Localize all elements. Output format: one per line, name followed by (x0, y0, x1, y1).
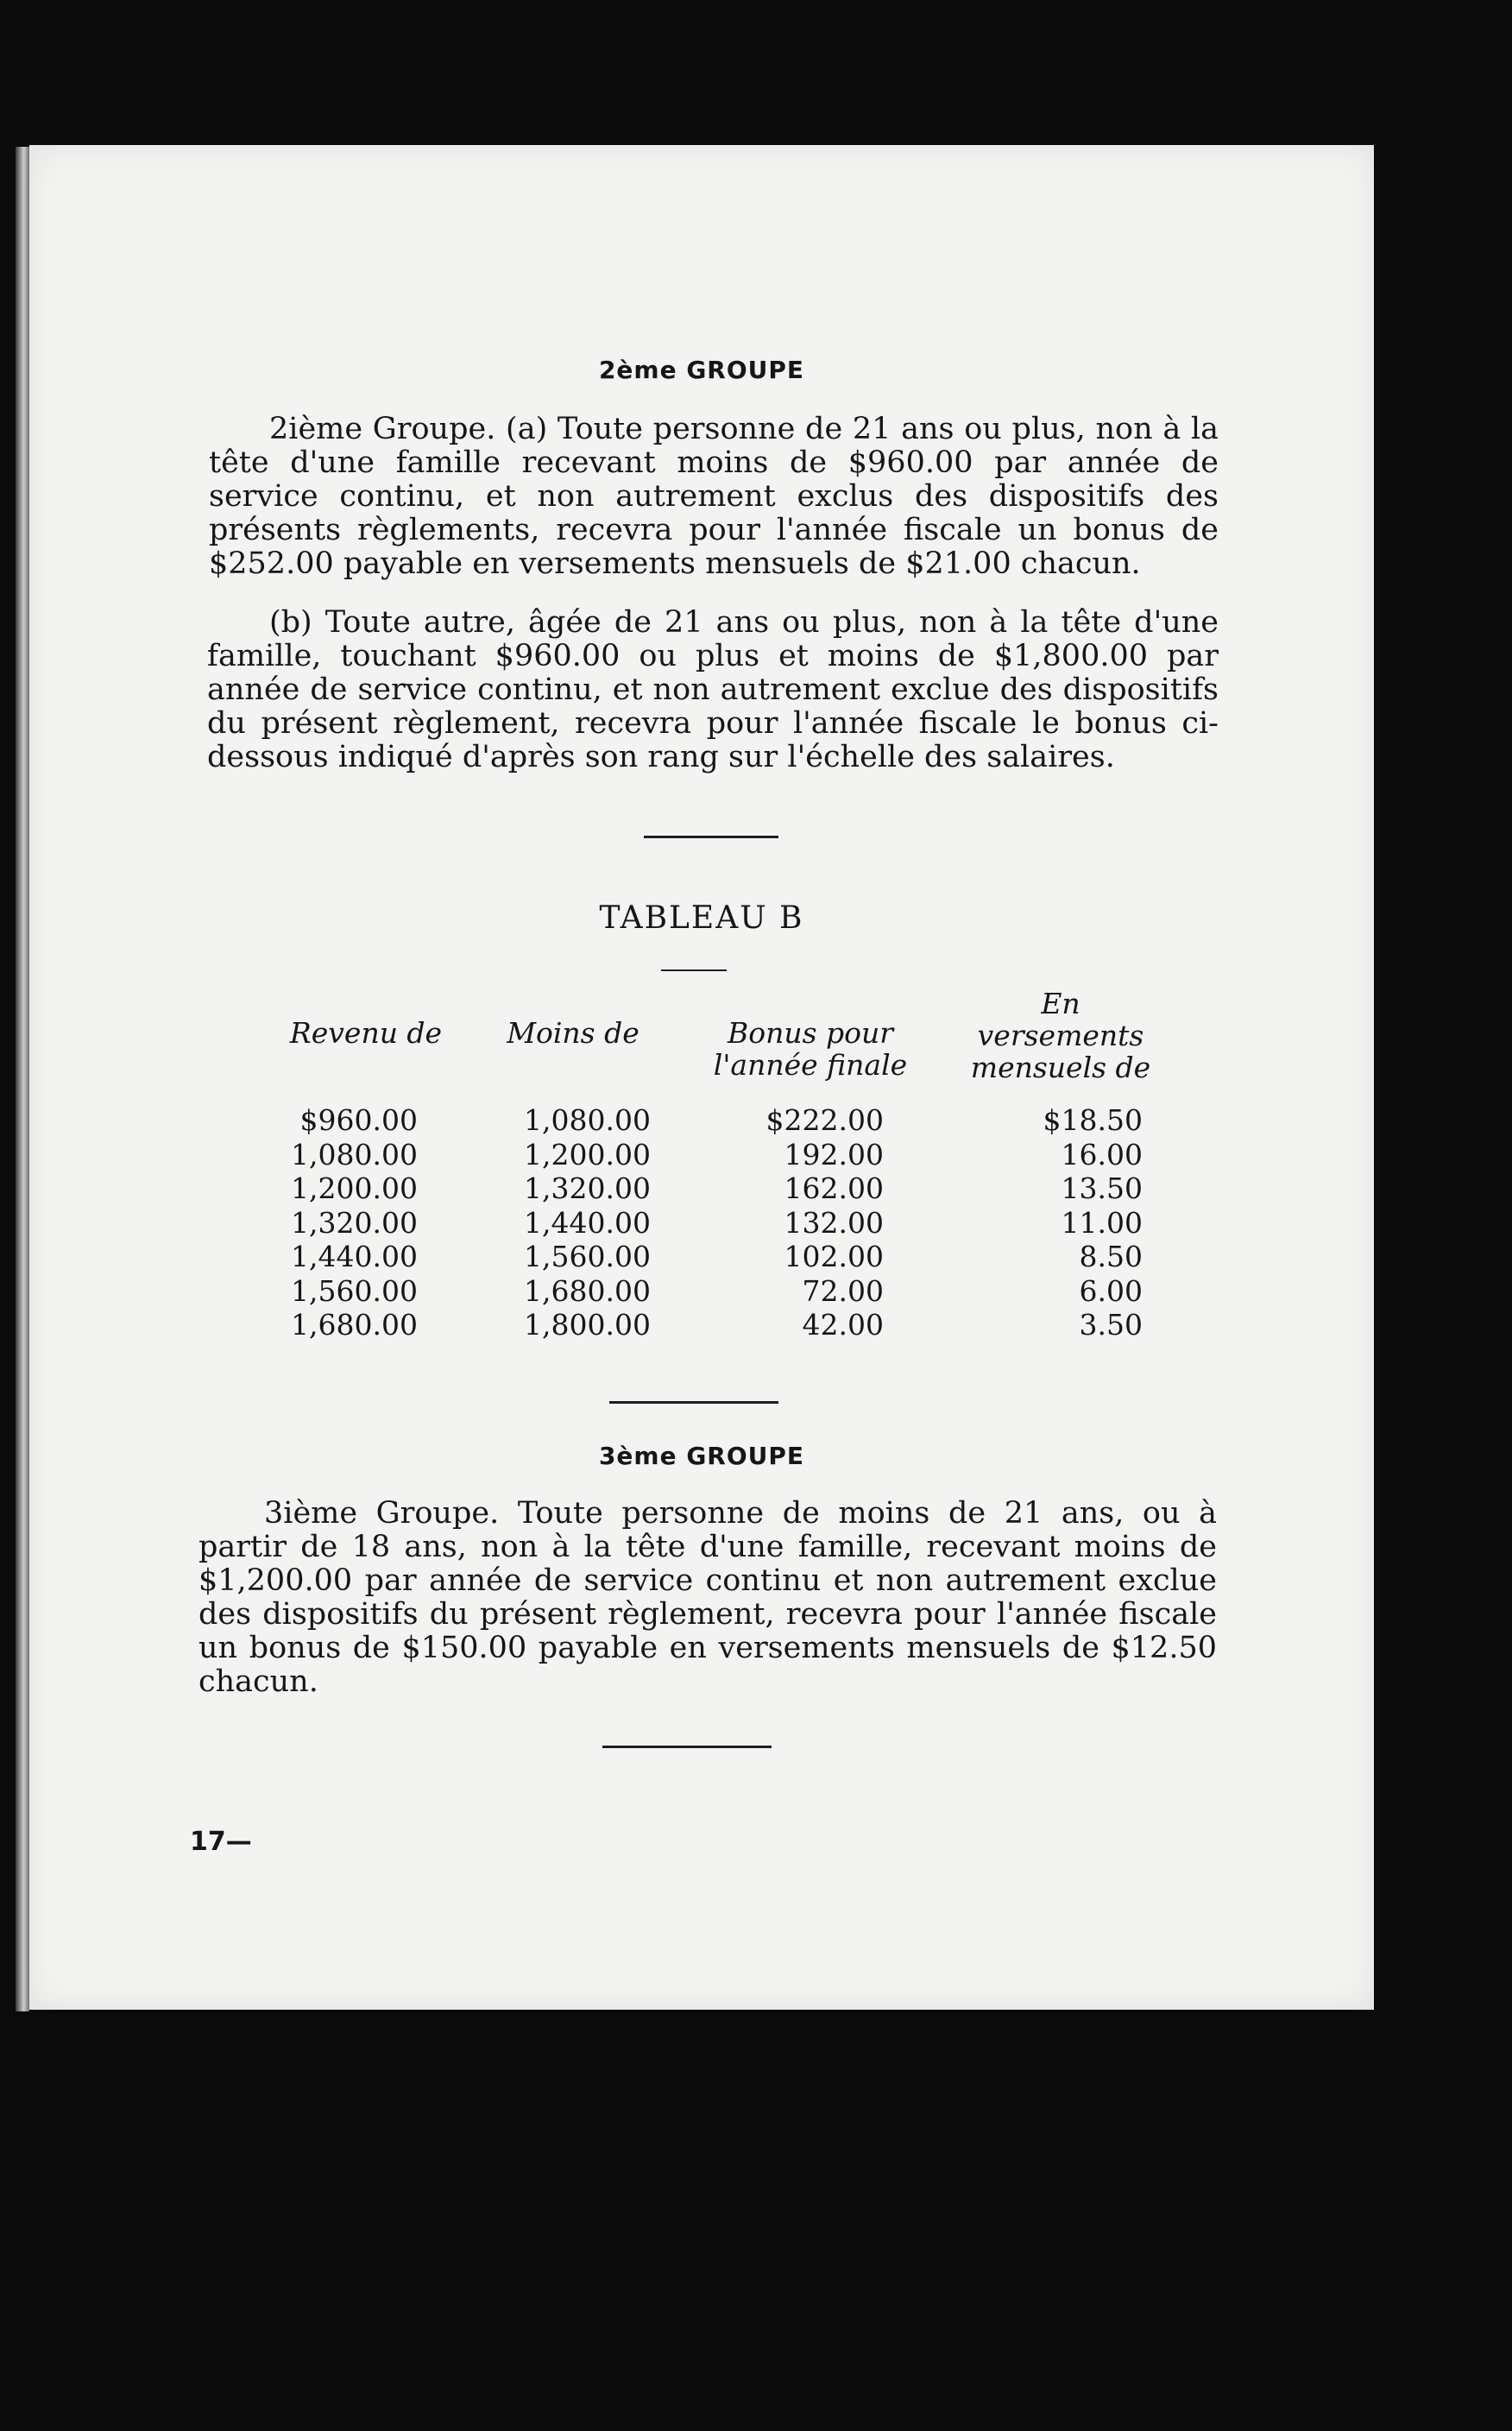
table-title: TABLEAU B (599, 900, 804, 936)
table-cell: 1,200.00 (524, 1137, 651, 1171)
table-cell: 6.00 (1079, 1273, 1143, 1308)
header-bonus: Bonus pour l'année finale (713, 1016, 908, 1082)
facing-page-edge (16, 147, 29, 2011)
column-moins-de (461, 1103, 651, 1342)
table-cell: $18.50 (1043, 1103, 1143, 1137)
section-divider (602, 1746, 772, 1748)
section-divider (644, 836, 778, 838)
table-cell: $960.00 (299, 1103, 418, 1137)
group2-paragraph-b: (b) Toute autre, âgée de 21 ans ou plus, non à la tête d'une famille, touchant $960.00 ou plus et moins de $1,800.00 par année de service continu, et non autrement exclue des dispositifs du présent règlement, recevra pour l'année fiscale le bonus ci-dessous indiqué d'après son rang sur l'échelle des salaires. (207, 605, 1219, 774)
document-page (29, 145, 1374, 2010)
table-cell: 1,440.00 (524, 1205, 651, 1240)
table-cell: 3.50 (1079, 1308, 1143, 1342)
group2-paragraph-a: 2ième Groupe. (a) Toute personne de 21 ans ou plus, non à la tête d'une famille recevant moins de $960.00 par année de service continu, et non autrement exclus des dispositifs des présents règlements, recevra pour l'année fiscale un bonus de $252.00 payable en versements mensuels de $21.00 chacun. (209, 412, 1219, 581)
section-divider (609, 1401, 778, 1404)
column-revenu-de (245, 1103, 418, 1342)
group3-paragraph: 3ième Groupe. Toute personne de moins de 21 ans, ou à partir de 18 ans, non à la tête d'une famille, recevant moins de $1,200.00 par année de service continu et non autrement exclue des dispositifs du présent règlement, recevra pour l'année fiscale un bonus de $150.00 payable en versements mensuels de $12.50 chacun. (198, 1496, 1217, 1699)
table-cell: $222.00 (765, 1103, 884, 1137)
header-moins-de: Moins de (507, 1016, 639, 1050)
table-cell: 1,080.00 (291, 1137, 418, 1171)
group2-heading: 2ème GROUPE (598, 356, 805, 384)
column-mensuels (987, 1103, 1143, 1342)
table-cell: 1,200.00 (291, 1171, 418, 1205)
table-cell: 16.00 (1061, 1137, 1143, 1171)
table-cell: 162.00 (784, 1171, 884, 1205)
table-title-underline (661, 969, 727, 971)
table-cell: 1,320.00 (291, 1205, 418, 1240)
table-cell: 11.00 (1061, 1205, 1143, 1240)
table-cell: 1,800.00 (524, 1308, 651, 1342)
table-cell: 1,320.00 (524, 1171, 651, 1205)
table-cell: 1,560.00 (524, 1240, 651, 1273)
table-cell: 13.50 (1061, 1171, 1143, 1205)
table-cell: 1,680.00 (291, 1308, 418, 1342)
table-cell: 102.00 (784, 1240, 884, 1273)
table-cell: 132.00 (784, 1205, 884, 1240)
table-cell: 72.00 (802, 1273, 884, 1308)
table-cell: 1,440.00 (291, 1240, 418, 1273)
table-cell: 42.00 (802, 1308, 884, 1342)
table-cell: 1,560.00 (291, 1273, 418, 1308)
header-mensuels: En versements mensuels de (970, 987, 1151, 1084)
column-bonus (711, 1103, 884, 1342)
table-cell: 8.50 (1079, 1240, 1143, 1273)
table-cell: 192.00 (784, 1137, 884, 1171)
table-cell: 1,680.00 (524, 1273, 651, 1308)
page-number: 17— (190, 1827, 252, 1857)
group3-heading: 3ème GROUPE (598, 1442, 805, 1470)
table-cell: 1,080.00 (524, 1103, 651, 1137)
header-revenu-de: Revenu de (289, 1016, 443, 1050)
